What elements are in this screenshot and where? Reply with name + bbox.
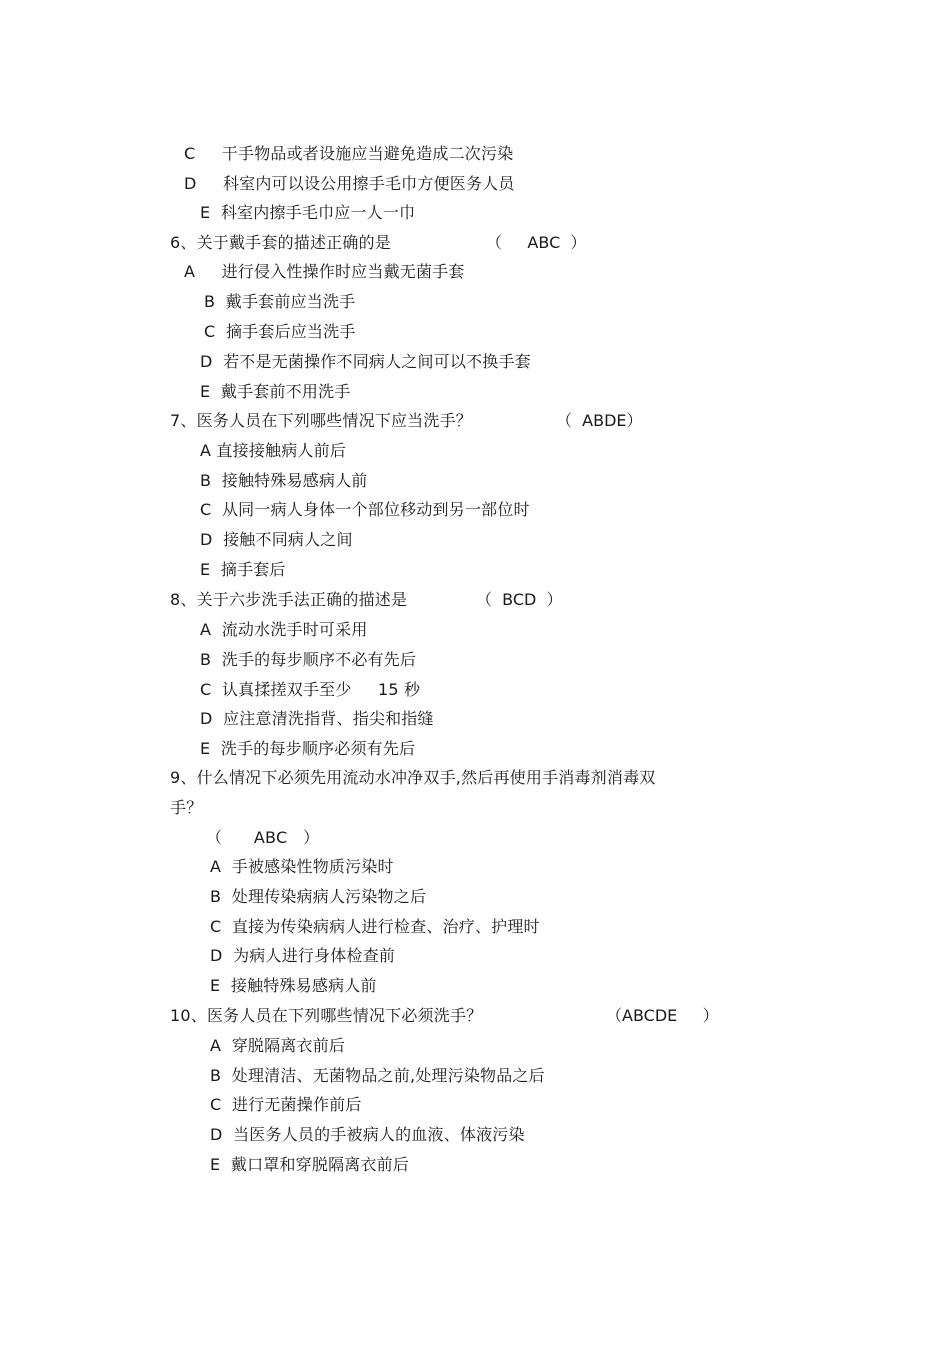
- option-c: C 摘手套后应当洗手: [204, 322, 356, 341]
- option-b: B 洗手的每步顺序不必有先后: [200, 650, 417, 669]
- question-7: 7、医务人员在下列哪些情况下应当洗手？: [170, 411, 472, 430]
- option-d: D 若不是无菌操作不同病人之间可以不换手套: [200, 352, 531, 371]
- answer-6: （ ABC ）: [486, 233, 587, 252]
- option-d: D 接触不同病人之间: [200, 530, 353, 549]
- answer-8: （ BCD ）: [476, 590, 563, 609]
- option-a: A 穿脱隔离衣前后: [210, 1036, 346, 1055]
- question-10: 10、医务人员在下列哪些情况下必须洗手？: [170, 1006, 483, 1025]
- option-e: E 摘手套后: [200, 560, 286, 579]
- option-e: E 接触特殊易感病人前: [210, 976, 377, 995]
- option-e: E 洗手的每步顺序必须有先后: [200, 739, 416, 758]
- option-a: A 手被感染性物质污染时: [210, 857, 394, 876]
- option-d: D 应注意清洗指背、指尖和指缝: [200, 709, 434, 728]
- answer-7: （ ABDE）: [556, 411, 643, 430]
- answer-10: （ABCDE ）: [606, 1006, 719, 1025]
- option-c: C 认真揉搓双手至少 15 秒: [200, 680, 421, 699]
- option-b: B 处理清洁、无菌物品之前,处理污染物品之后: [210, 1066, 545, 1085]
- option-e: E 戴手套前不用洗手: [200, 382, 351, 401]
- option-e: E 科室内擦手毛巾应一人一巾: [200, 203, 416, 222]
- question-6: 6、关于戴手套的描述正确的是: [170, 233, 391, 252]
- option-c: C 进行无菌操作前后: [210, 1095, 362, 1114]
- option-d: D 当医务人员的手被病人的血液、体液污染: [210, 1125, 525, 1144]
- option-a: A 流动水洗手时可采用: [200, 620, 368, 639]
- option-b: B 戴手套前应当洗手: [204, 292, 356, 311]
- option-d: D 为病人进行身体检查前: [210, 946, 396, 965]
- option-c: C 干手物品或者设施应当避免造成二次污染: [184, 144, 514, 163]
- question-9-continued: 手？: [170, 798, 203, 817]
- option-a: A 直接接触病人前后: [200, 441, 347, 460]
- option-e: E 戴口罩和穿脱隔离衣前后: [210, 1155, 410, 1174]
- answer-9: （ ABC ）: [206, 828, 320, 847]
- option-d: D 科室内可以设公用擦手毛巾方便医务人员: [184, 174, 515, 193]
- question-9: 9、什么情况下必须先用流动水冲净双手,然后再使用手消毒剂消毒双: [170, 768, 656, 787]
- option-c: C 直接为传染病病人进行检查、治疗、护理时: [210, 917, 540, 936]
- option-b: B 接触特殊易感病人前: [200, 471, 368, 490]
- option-a: A 进行侵入性操作时应当戴无菌手套: [184, 262, 465, 281]
- option-b: B 处理传染病病人污染物之后: [210, 887, 427, 906]
- question-8: 8、关于六步洗手法正确的描述是: [170, 590, 408, 609]
- option-c: C 从同一病人身体一个部位移动到另一部位时: [200, 500, 530, 519]
